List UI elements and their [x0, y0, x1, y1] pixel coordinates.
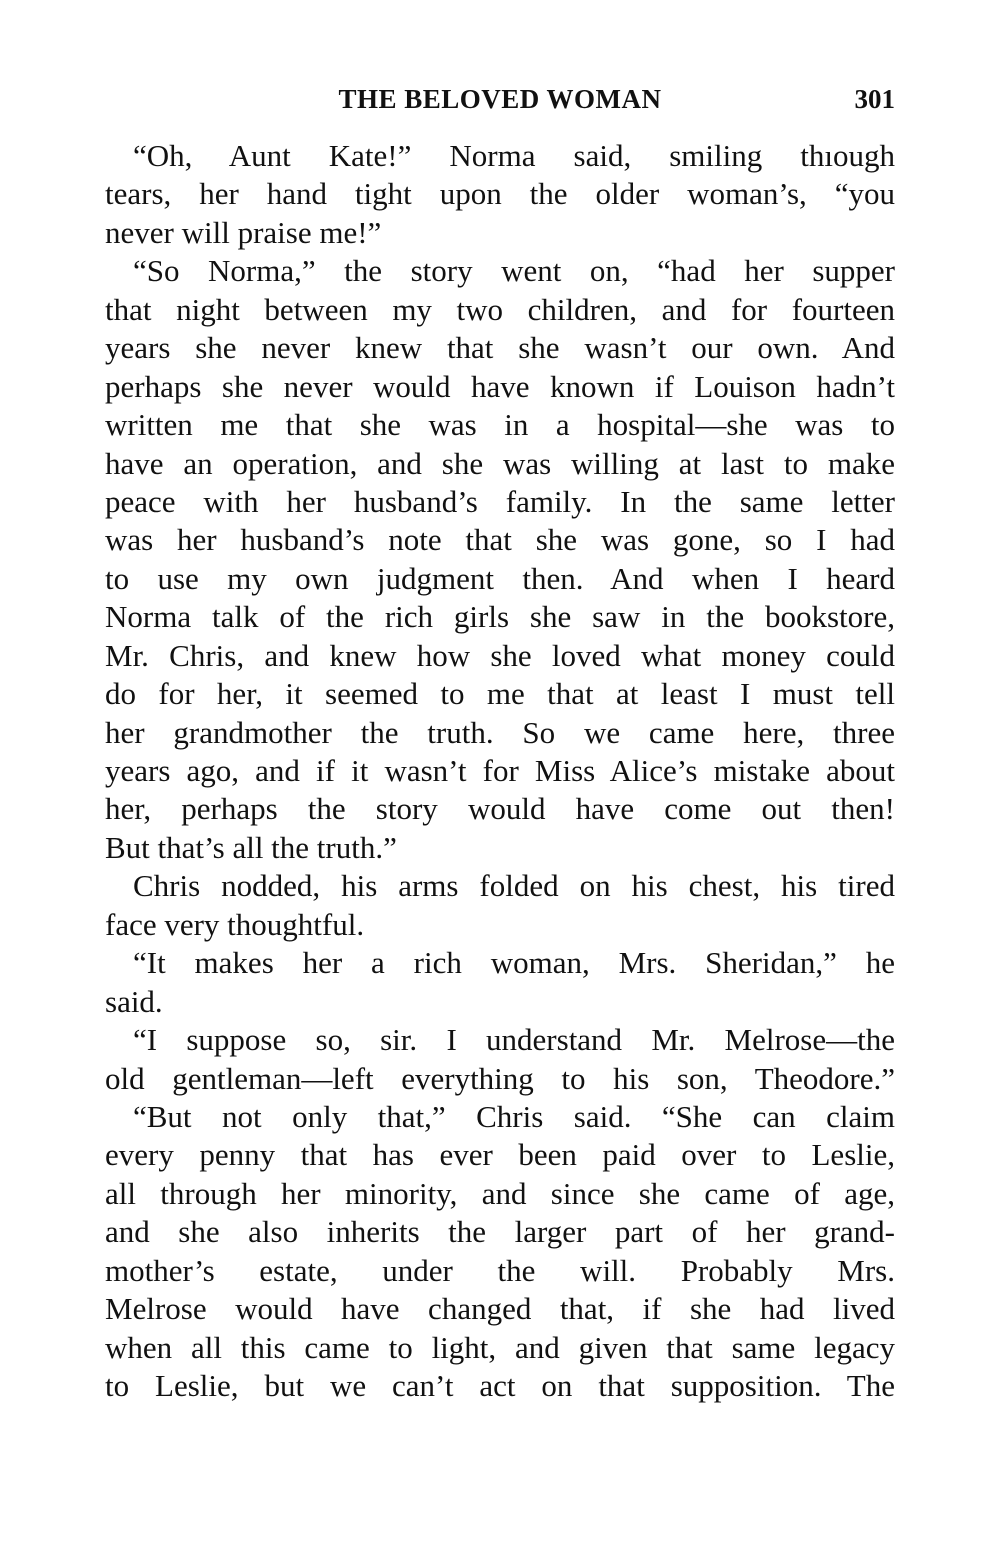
text-line: perhaps she never would have known if Louison hadn’t [105, 368, 895, 404]
text-line: to use my own judgment then. And when I heard [105, 560, 895, 596]
text-line: years ago, and if it wasn’t for Miss Alice’s mistake about [105, 753, 895, 788]
text-line: when all this came to light, and given that same legacy [105, 1329, 895, 1365]
text-line: years she never knew that she wasn’t our own. And [105, 330, 895, 366]
text-line: Chris nodded, his arms folded on his chest, his tired [133, 868, 895, 904]
text-line: tears, her hand tight upon the older woman’s, “you [105, 176, 895, 212]
text-line: old gentleman—left everything to his son, Theodore.” [105, 1060, 895, 1096]
text-line: “Oh, Aunt Kate!” Norma said, smiling thıough [133, 138, 895, 173]
text-line: “It makes her a rich woman, Mrs. Sheridan,” he [133, 945, 895, 981]
running-title: THE BELOVED WOMAN [338, 84, 662, 114]
text-line: said. [105, 983, 163, 1019]
text-line: that night between my two children, and for fourteen [105, 291, 895, 327]
text-line: her, perhaps the story would have come out then! [105, 791, 895, 827]
text-line: her grandmother the truth. So we came here, three [105, 714, 895, 750]
text-line: to Leslie, but we can’t act on that supposition. The [105, 1368, 895, 1403]
text-line: written me that she was in a hospital—she was to [105, 407, 895, 443]
text-line: face very thoughtful. [105, 906, 365, 942]
page-header [105, 78, 895, 128]
text-line: never will praise me!” [105, 214, 382, 250]
text-line: and she also inherits the larger part of her grand- [105, 1214, 895, 1250]
text-line: every penny that has ever been paid over to Leslie, [105, 1137, 895, 1173]
text-line: mother’s estate, under the will. Probably Mrs. [105, 1252, 895, 1288]
text-line: peace with her husband’s family. In the same letter [105, 483, 895, 519]
text-line: all through her minority, and since she came of age, [105, 1175, 895, 1211]
page-number: 301 [854, 84, 895, 114]
text-line: was her husband’s note that she was gone, so I had [105, 522, 895, 558]
text-line: Mr. Chris, and knew how she loved what money could [105, 637, 895, 673]
text-line: do for her, it seemed to me that at least I must tell [105, 676, 895, 712]
text-line: Norma talk of the rich girls she saw in the bookstore, [105, 599, 895, 635]
text-line: “But not only that,” Chris said. “She can claim [133, 1098, 895, 1134]
body-text [105, 137, 895, 1405]
text-line: Melrose would have changed that, if she had lived [105, 1291, 895, 1327]
text-line: have an operation, and she was willing at last to make [105, 445, 895, 481]
text-line: “So Norma,” the story went on, “had her supper [133, 253, 895, 289]
text-line: But that’s all the truth.” [105, 829, 397, 865]
text-line: “I suppose so, sir. I understand Mr. Melrose—the [133, 1022, 895, 1058]
